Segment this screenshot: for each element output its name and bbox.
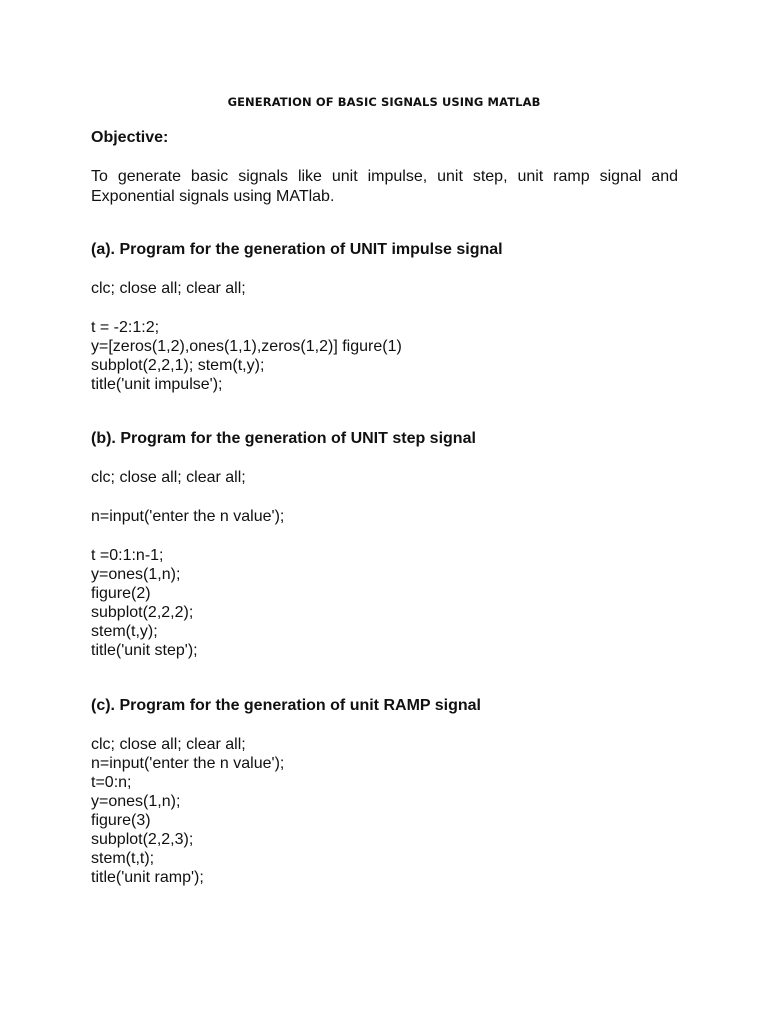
code-line: clc; close all; clear all; — [91, 736, 246, 753]
code-line: t = -2:1:2; — [91, 319, 160, 336]
document-title: GENERATION OF BASIC SIGNALS USING MATLAB — [227, 95, 541, 109]
section-b-heading: (b). Program for the generation of UNIT step signal — [91, 430, 476, 447]
code-line: title('unit ramp'); — [91, 869, 204, 886]
code-line: figure(3) — [91, 812, 151, 829]
code-line: subplot(2,2,1); stem(t,y); — [91, 357, 265, 374]
code-line: t=0:n; — [91, 774, 132, 791]
code-line: y=ones(1,n); — [91, 793, 181, 810]
code-line: n=input('enter the n value'); — [91, 755, 285, 772]
code-line: figure(2) — [91, 585, 151, 602]
objective-paragraph: To generate basic signals like unit impulse, unit step, unit ramp signal and Exponential signals using MATlab. — [91, 168, 678, 205]
code-line: subplot(2,2,2); — [91, 604, 194, 621]
code-line: n=input('enter the n value'); — [91, 508, 285, 525]
objective-heading: Objective: — [91, 129, 169, 146]
code-line: y=[zeros(1,2),ones(1,1),zeros(1,2)] figure(1) — [91, 338, 402, 355]
section-a-heading: (a). Program for the generation of UNIT impulse signal — [91, 241, 503, 258]
code-line: t =0:1:n-1; — [91, 547, 164, 564]
code-line: title('unit impulse'); — [91, 376, 223, 393]
code-line: title('unit step'); — [91, 642, 198, 659]
code-line: stem(t,t); — [91, 850, 155, 867]
code-line: stem(t,y); — [91, 623, 158, 640]
code-line: clc; close all; clear all; — [91, 280, 246, 297]
section-c-heading: (c). Program for the generation of unit RAMP signal — [91, 697, 481, 714]
code-line: subplot(2,2,3); — [91, 831, 194, 848]
code-line: y=ones(1,n); — [91, 566, 181, 583]
code-line: clc; close all; clear all; — [91, 469, 246, 486]
